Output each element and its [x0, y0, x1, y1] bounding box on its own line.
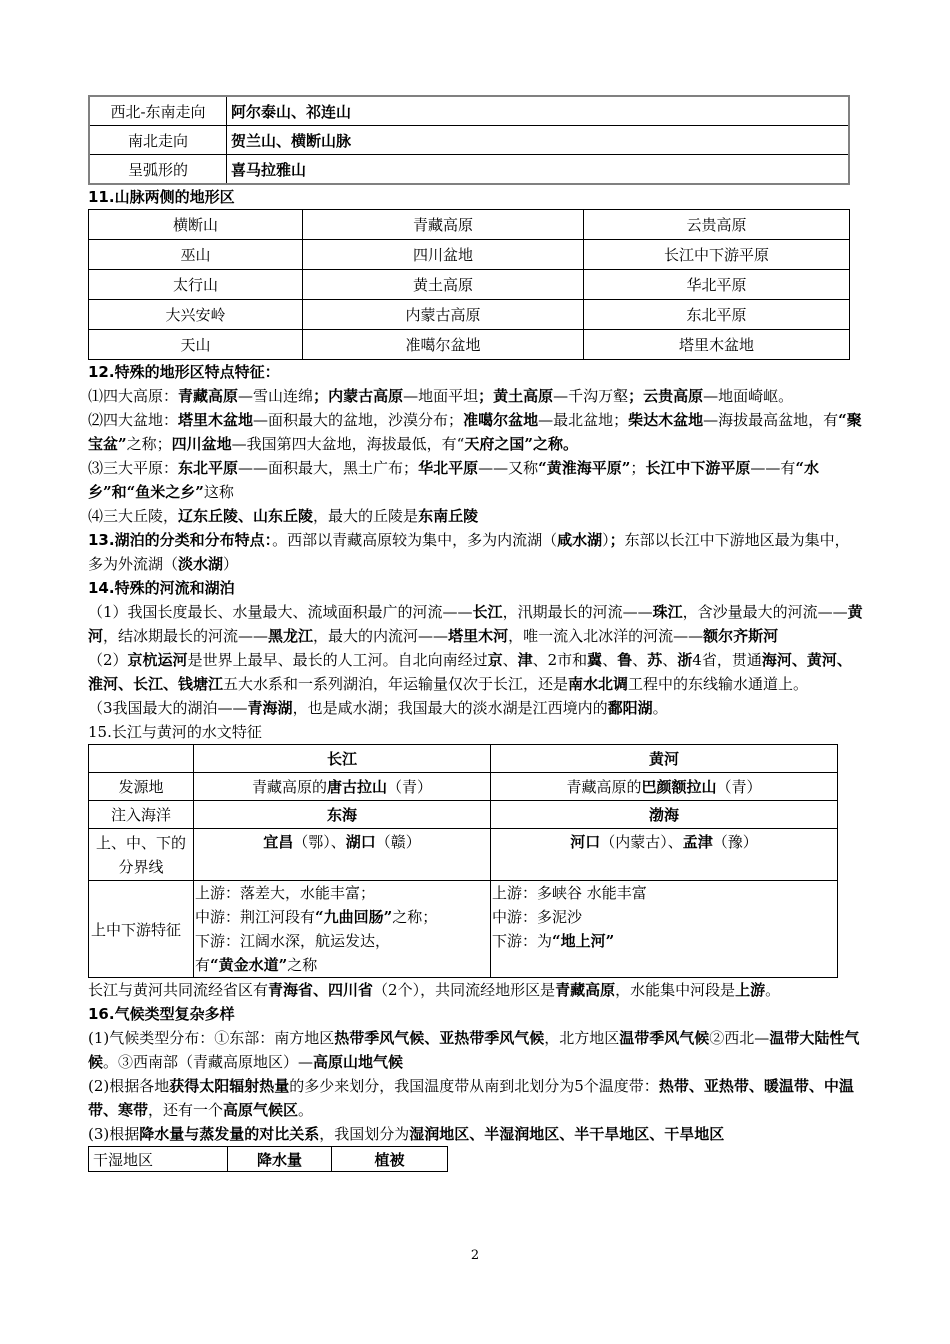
table-cell: 降水量 [228, 1147, 332, 1172]
text-segment: ——有 [750, 459, 796, 477]
text-segment: ，北方地区 [544, 1029, 620, 1047]
text-segment: 京杭运河 [127, 651, 188, 669]
text-segment: (1)气候类型分布：①东部：南方地区 [88, 1029, 335, 1047]
text-segment: （青） [387, 778, 433, 796]
text-segment: 三大丘陵， [103, 507, 179, 525]
text-segment: 、 [502, 651, 518, 669]
section-heading-11: 11.山脉两侧的地形区 [88, 188, 235, 206]
rich-text [195, 956, 317, 974]
text-segment: （1）我国长度最长、水量最大、流域面积最广的河流—— [88, 603, 473, 621]
text-segment: 塔里木盆地 [178, 411, 254, 429]
text-segment: 下游：为 [492, 932, 553, 950]
paragraph [88, 408, 864, 456]
rich-text [492, 932, 614, 950]
text-segment: （3我国最大的湖泊—— [88, 699, 248, 717]
text-segment: 这称 [203, 483, 234, 501]
table-cell: 上中下游特征 [89, 881, 194, 978]
text-segment: —海拔最高盆地，有 [703, 411, 839, 429]
text-segment: 上游：落差大，水能丰富； [195, 884, 376, 902]
text-segment: 青海省、四川省 [268, 981, 374, 999]
text-segment: 上游：多峡谷 水能丰富 [492, 884, 647, 902]
table-cell [491, 829, 838, 881]
text-segment: 额尔齐斯河 [703, 627, 779, 645]
text-segment: 。 [652, 699, 668, 717]
section-heading-13: 13.湖泊的分类和分布特点： [88, 531, 273, 549]
table-row [89, 155, 849, 185]
text-segment: 热带季风气候、亚热带季风气候 [334, 1029, 545, 1047]
rich-text [88, 1125, 724, 1143]
text-segment: —地面平坦 [403, 387, 479, 405]
table-cell: 黄河 [491, 745, 838, 773]
rich-text [88, 1029, 859, 1071]
table-row [89, 300, 850, 330]
text-segment: (2)根据各地 [88, 1077, 170, 1095]
table-cell: 黄土高原 [303, 270, 584, 300]
table-cell: 内蒙古高原 [303, 300, 584, 330]
text-segment: 之称 [287, 956, 318, 974]
text-segment: 湿润地区、半湿润地区、半干旱地区、干旱地区 [409, 1125, 725, 1143]
table-cell [194, 801, 491, 829]
text-segment: 准噶尔盆地 [463, 411, 539, 429]
text-segment: 青藏高原的 [566, 778, 642, 796]
landform-table [88, 209, 850, 360]
table-row [89, 829, 838, 881]
text-segment: ； [630, 459, 646, 477]
text-segment: 有 [195, 956, 211, 974]
text-segment: 海河、黄河、淮河、长江、钱塘江 [88, 651, 852, 693]
text-segment: ；云贵高原 [628, 387, 704, 405]
text-segment: 青藏高原 [178, 387, 239, 405]
rich-text [252, 778, 432, 796]
text-segment: 四大高原： [103, 387, 179, 405]
paragraph [88, 384, 864, 408]
table-cell: 贺兰山、横断山脉 [227, 126, 850, 155]
text-segment: 四大盆地： [103, 411, 179, 429]
text-segment: 苏 [647, 651, 663, 669]
text-segment: 青藏高原的 [251, 778, 327, 796]
text-segment: （鄂）、 [293, 833, 346, 851]
text-segment: ，还有一个 [148, 1101, 224, 1119]
text-segment: 巴颜额拉山 [641, 778, 717, 796]
text-segment: 温带季风气候 [619, 1029, 710, 1047]
table-cell [194, 773, 491, 801]
text-segment: —最北盆地； [538, 411, 629, 429]
text-segment: 4省，贯通 [692, 651, 762, 669]
text-segment: 湖口 [345, 833, 376, 851]
text-segment: 黄河 [88, 603, 863, 645]
table-cell: 准噶尔盆地 [303, 330, 584, 360]
text-segment: —面积最大的盆地，沙漠分布； [253, 411, 464, 429]
rich-text [570, 833, 758, 851]
text-segment: 。 [298, 1101, 314, 1119]
table-cell [491, 881, 838, 978]
text-segment: —我国第四大盆地，海拔最低，有“ [231, 435, 465, 453]
text-segment: 唐古拉山 [326, 778, 387, 796]
text-segment: 京 [487, 651, 503, 669]
text-segment: 东南丘陵 [418, 507, 479, 525]
table-cell: 西北-东南走向 [89, 96, 227, 126]
paragraph [88, 456, 864, 504]
table-row [89, 96, 849, 126]
rich-text [103, 387, 793, 405]
table-cell: 注入海洋 [89, 801, 194, 829]
text-segment: （2个），共同流经地形区是 [373, 981, 556, 999]
text-segment: 下游：江阔水深，航运发达， [195, 932, 391, 950]
table-cell: 阿尔泰山、祁连山 [227, 96, 850, 126]
paragraph [88, 696, 864, 720]
text-segment: 中游：荆江河段有 [195, 908, 316, 926]
text-segment: 东部以长江中下游地区最为集中，多为外流湖（ [88, 531, 850, 573]
table-cell [491, 773, 838, 801]
rich-text [492, 908, 582, 926]
text-segment: “聚宝盆” [88, 411, 862, 453]
list-marker: ⑵ [88, 411, 104, 429]
table-cell: 横断山 [89, 210, 303, 240]
text-segment: 温带大陆性气候 [88, 1029, 860, 1071]
paragraph [88, 1122, 864, 1146]
rich-text [263, 833, 421, 851]
text-segment: ——面积最大，黑土广布； [238, 459, 419, 477]
text-segment: 高原山地气候 [313, 1053, 404, 1071]
text-segment: ，也是咸水湖；我国最大的淡水湖是江西境内的 [292, 699, 608, 717]
text-segment: ） [602, 531, 610, 549]
text-segment: “地上河” [552, 932, 615, 950]
text-segment: 东北平原 [178, 459, 239, 477]
rich-text [88, 981, 780, 999]
text-segment: —雪山连绵 [238, 387, 314, 405]
text-segment: 柴达木盆地 [628, 411, 704, 429]
table-cell: 干湿地区 [89, 1147, 228, 1172]
text-segment: 宜昌 [263, 833, 294, 851]
table-cell: 发源地 [89, 773, 194, 801]
text-segment: 工程中的东线输水通道上。 [628, 675, 809, 693]
table-cell: 呈弧形的 [89, 155, 227, 185]
text-segment: ，含沙量最大的河流—— [682, 603, 848, 621]
text-segment: 五大水系和一系列湖泊，年运输量仅次于长江，还是 [223, 675, 569, 693]
text-segment: 华北平原 [418, 459, 479, 477]
text-segment: 之称； [126, 435, 172, 453]
river-comparison-table [88, 744, 838, 978]
text-segment: —地面崎岖。 [703, 387, 794, 405]
table-cell [89, 745, 194, 773]
rich-text [88, 1077, 854, 1119]
text-segment: 孟津 [682, 833, 713, 851]
table-cell: 长江 [194, 745, 491, 773]
table-row [89, 210, 850, 240]
text-segment: “黄金水道” [210, 956, 288, 974]
text-segment: 。西部以青藏高原较为集中，多为内流湖（ [272, 531, 558, 549]
table-row [89, 773, 838, 801]
text-segment: 塔里木河 [448, 627, 509, 645]
text-segment: ，最大的内流河—— [313, 627, 449, 645]
list-marker: ⑷ [88, 507, 104, 525]
table-cell [491, 801, 838, 829]
text-segment: 之称； [392, 908, 438, 926]
text-segment: 中游：多泥沙 [492, 908, 583, 926]
text-segment: ） [223, 555, 239, 573]
text-segment: 热带、亚热带、暖温带、中温带、寒带 [88, 1077, 854, 1119]
paragraph [88, 1026, 864, 1074]
text-segment: 南水北调 [568, 675, 629, 693]
text-segment: （青） [716, 778, 762, 796]
section-heading-12: 12.特殊的地形区特点特征： [88, 363, 280, 381]
text-segment: ，唯一流入北冰洋的河流—— [508, 627, 704, 645]
table-cell: 四川盆地 [303, 240, 584, 270]
table-cell: 大兴安岭 [89, 300, 303, 330]
mountain-direction-table [88, 95, 850, 185]
text-segment: ；黄土高原 [478, 387, 554, 405]
rich-text [195, 908, 437, 926]
rich-text [88, 699, 668, 717]
section-heading-15: 15.长江与黄河的水文特征 [88, 723, 262, 741]
text-segment: 鄱阳湖 [607, 699, 653, 717]
text-segment: 黑龙江 [268, 627, 314, 645]
table-cell: 东北平原 [584, 300, 850, 330]
text-segment: 上游 [735, 981, 766, 999]
table-cell [194, 881, 491, 978]
text-segment: （豫） [712, 833, 758, 851]
section-heading-14: 14.特殊的河流和湖泊 [88, 579, 235, 597]
section-12-body [88, 384, 864, 528]
rich-text [195, 932, 390, 950]
text-segment: 是世界上最早、最长的人工河。自北向南经过 [187, 651, 488, 669]
paragraph [88, 978, 864, 1002]
text-segment: ，结冰期最长的河流—— [103, 627, 269, 645]
text-segment: 津 [517, 651, 533, 669]
text-segment: ②西北— [709, 1029, 770, 1047]
rich-text [492, 884, 647, 902]
rich-text [103, 507, 478, 525]
paragraph [88, 1074, 864, 1122]
table-row [89, 745, 838, 773]
table-cell: 南北走向 [89, 126, 227, 155]
text-segment: 鲁 [617, 651, 633, 669]
text-segment: 三大平原： [103, 459, 179, 477]
text-segment: 高原气候区 [223, 1101, 299, 1119]
rich-text [88, 651, 852, 693]
text-segment: 渤海 [648, 806, 679, 824]
table-cell: 青藏高原 [303, 210, 584, 240]
rich-text [88, 603, 863, 645]
table-row [89, 126, 849, 155]
table-row [89, 240, 850, 270]
list-marker: ⑴ [88, 387, 104, 405]
table-row [89, 330, 850, 360]
text-segment: 、 [632, 651, 648, 669]
rich-text [88, 411, 862, 453]
text-segment: 获得太阳辐射热量 [169, 1077, 290, 1095]
text-segment: （2） [88, 651, 128, 669]
text-segment: 淡水湖 [178, 555, 224, 573]
text-segment: 冀 [587, 651, 603, 669]
table-cell: 云贵高原 [584, 210, 850, 240]
document-page [88, 95, 864, 1172]
dry-wet-region-table [88, 1146, 448, 1172]
section-13 [88, 528, 864, 576]
text-segment: ； [609, 531, 625, 549]
text-segment: 东海 [326, 806, 357, 824]
text-segment: “黄淮海平原” [538, 459, 631, 477]
text-segment: “九曲回肠” [315, 908, 393, 926]
text-segment: 。 [765, 981, 781, 999]
text-segment: （赣） [375, 833, 421, 851]
section-heading-16: 16.气候类型复杂多样 [88, 1005, 235, 1023]
rich-text [649, 806, 679, 824]
text-segment: “水乡”和“鱼米之乡” [88, 459, 820, 501]
text-segment: ，水能集中河段是 [615, 981, 736, 999]
rich-text [327, 806, 357, 824]
table-cell: 天山 [89, 330, 303, 360]
text-segment: 降水量与蒸发量的对比关系 [139, 1125, 320, 1143]
text-segment: 河口 [570, 833, 601, 851]
text-segment: ，汛期最长的河流—— [502, 603, 653, 621]
list-marker: ⑶ [88, 459, 104, 477]
text-segment: 青藏高原 [555, 981, 616, 999]
paragraph [88, 504, 864, 528]
table-row [89, 270, 850, 300]
table-cell: 塔里木盆地 [584, 330, 850, 360]
text-segment: 珠江 [652, 603, 683, 621]
table-cell: 太行山 [89, 270, 303, 300]
paragraph [88, 648, 864, 696]
text-segment: 浙 [677, 651, 693, 669]
text-segment: ，最大的丘陵是 [313, 507, 419, 525]
paragraph [88, 600, 864, 648]
rich-text [566, 778, 761, 796]
rich-text [195, 884, 375, 902]
text-segment: 青海湖 [247, 699, 293, 717]
text-segment: 、 [662, 651, 678, 669]
table-cell: 植被 [332, 1147, 448, 1172]
text-segment: 、 [602, 651, 618, 669]
table-cell [194, 829, 491, 881]
text-segment: 咸水湖 [557, 531, 603, 549]
text-segment: 天府之国”之称。 [464, 435, 578, 453]
text-segment: —千沟万壑 [553, 387, 629, 405]
page-number: 2 [470, 1248, 480, 1263]
text-segment: 的多少来划分，我国温度带从南到北划分为5个温度带： [289, 1077, 659, 1095]
text-segment: 长江与黄河共同流经省区有 [88, 981, 269, 999]
table-cell: 巫山 [89, 240, 303, 270]
text-segment: 辽东丘陵、山东丘陵 [178, 507, 314, 525]
text-segment: 。③西南部（青藏高原地区）— [103, 1053, 314, 1071]
text-segment: ；内蒙古高原 [313, 387, 404, 405]
table-row [89, 881, 838, 978]
text-segment: (3)根据 [88, 1125, 140, 1143]
table-cell: 上、中、下的分界线 [89, 829, 194, 881]
table-row [89, 801, 838, 829]
table-row [89, 1147, 448, 1172]
text-segment: ，我国划分为 [319, 1125, 410, 1143]
text-segment: 长江 [472, 603, 503, 621]
rich-text [88, 459, 819, 501]
text-segment: （内蒙古）、 [600, 833, 683, 851]
table-cell: 华北平原 [584, 270, 850, 300]
text-segment: ——又称 [478, 459, 539, 477]
text-segment: 、2市和 [532, 651, 588, 669]
text-segment: 四川盆地 [171, 435, 232, 453]
table-cell: 喜马拉雅山 [227, 155, 850, 185]
text-segment: 长江中下游平原 [645, 459, 751, 477]
table-cell: 长江中下游平原 [584, 240, 850, 270]
